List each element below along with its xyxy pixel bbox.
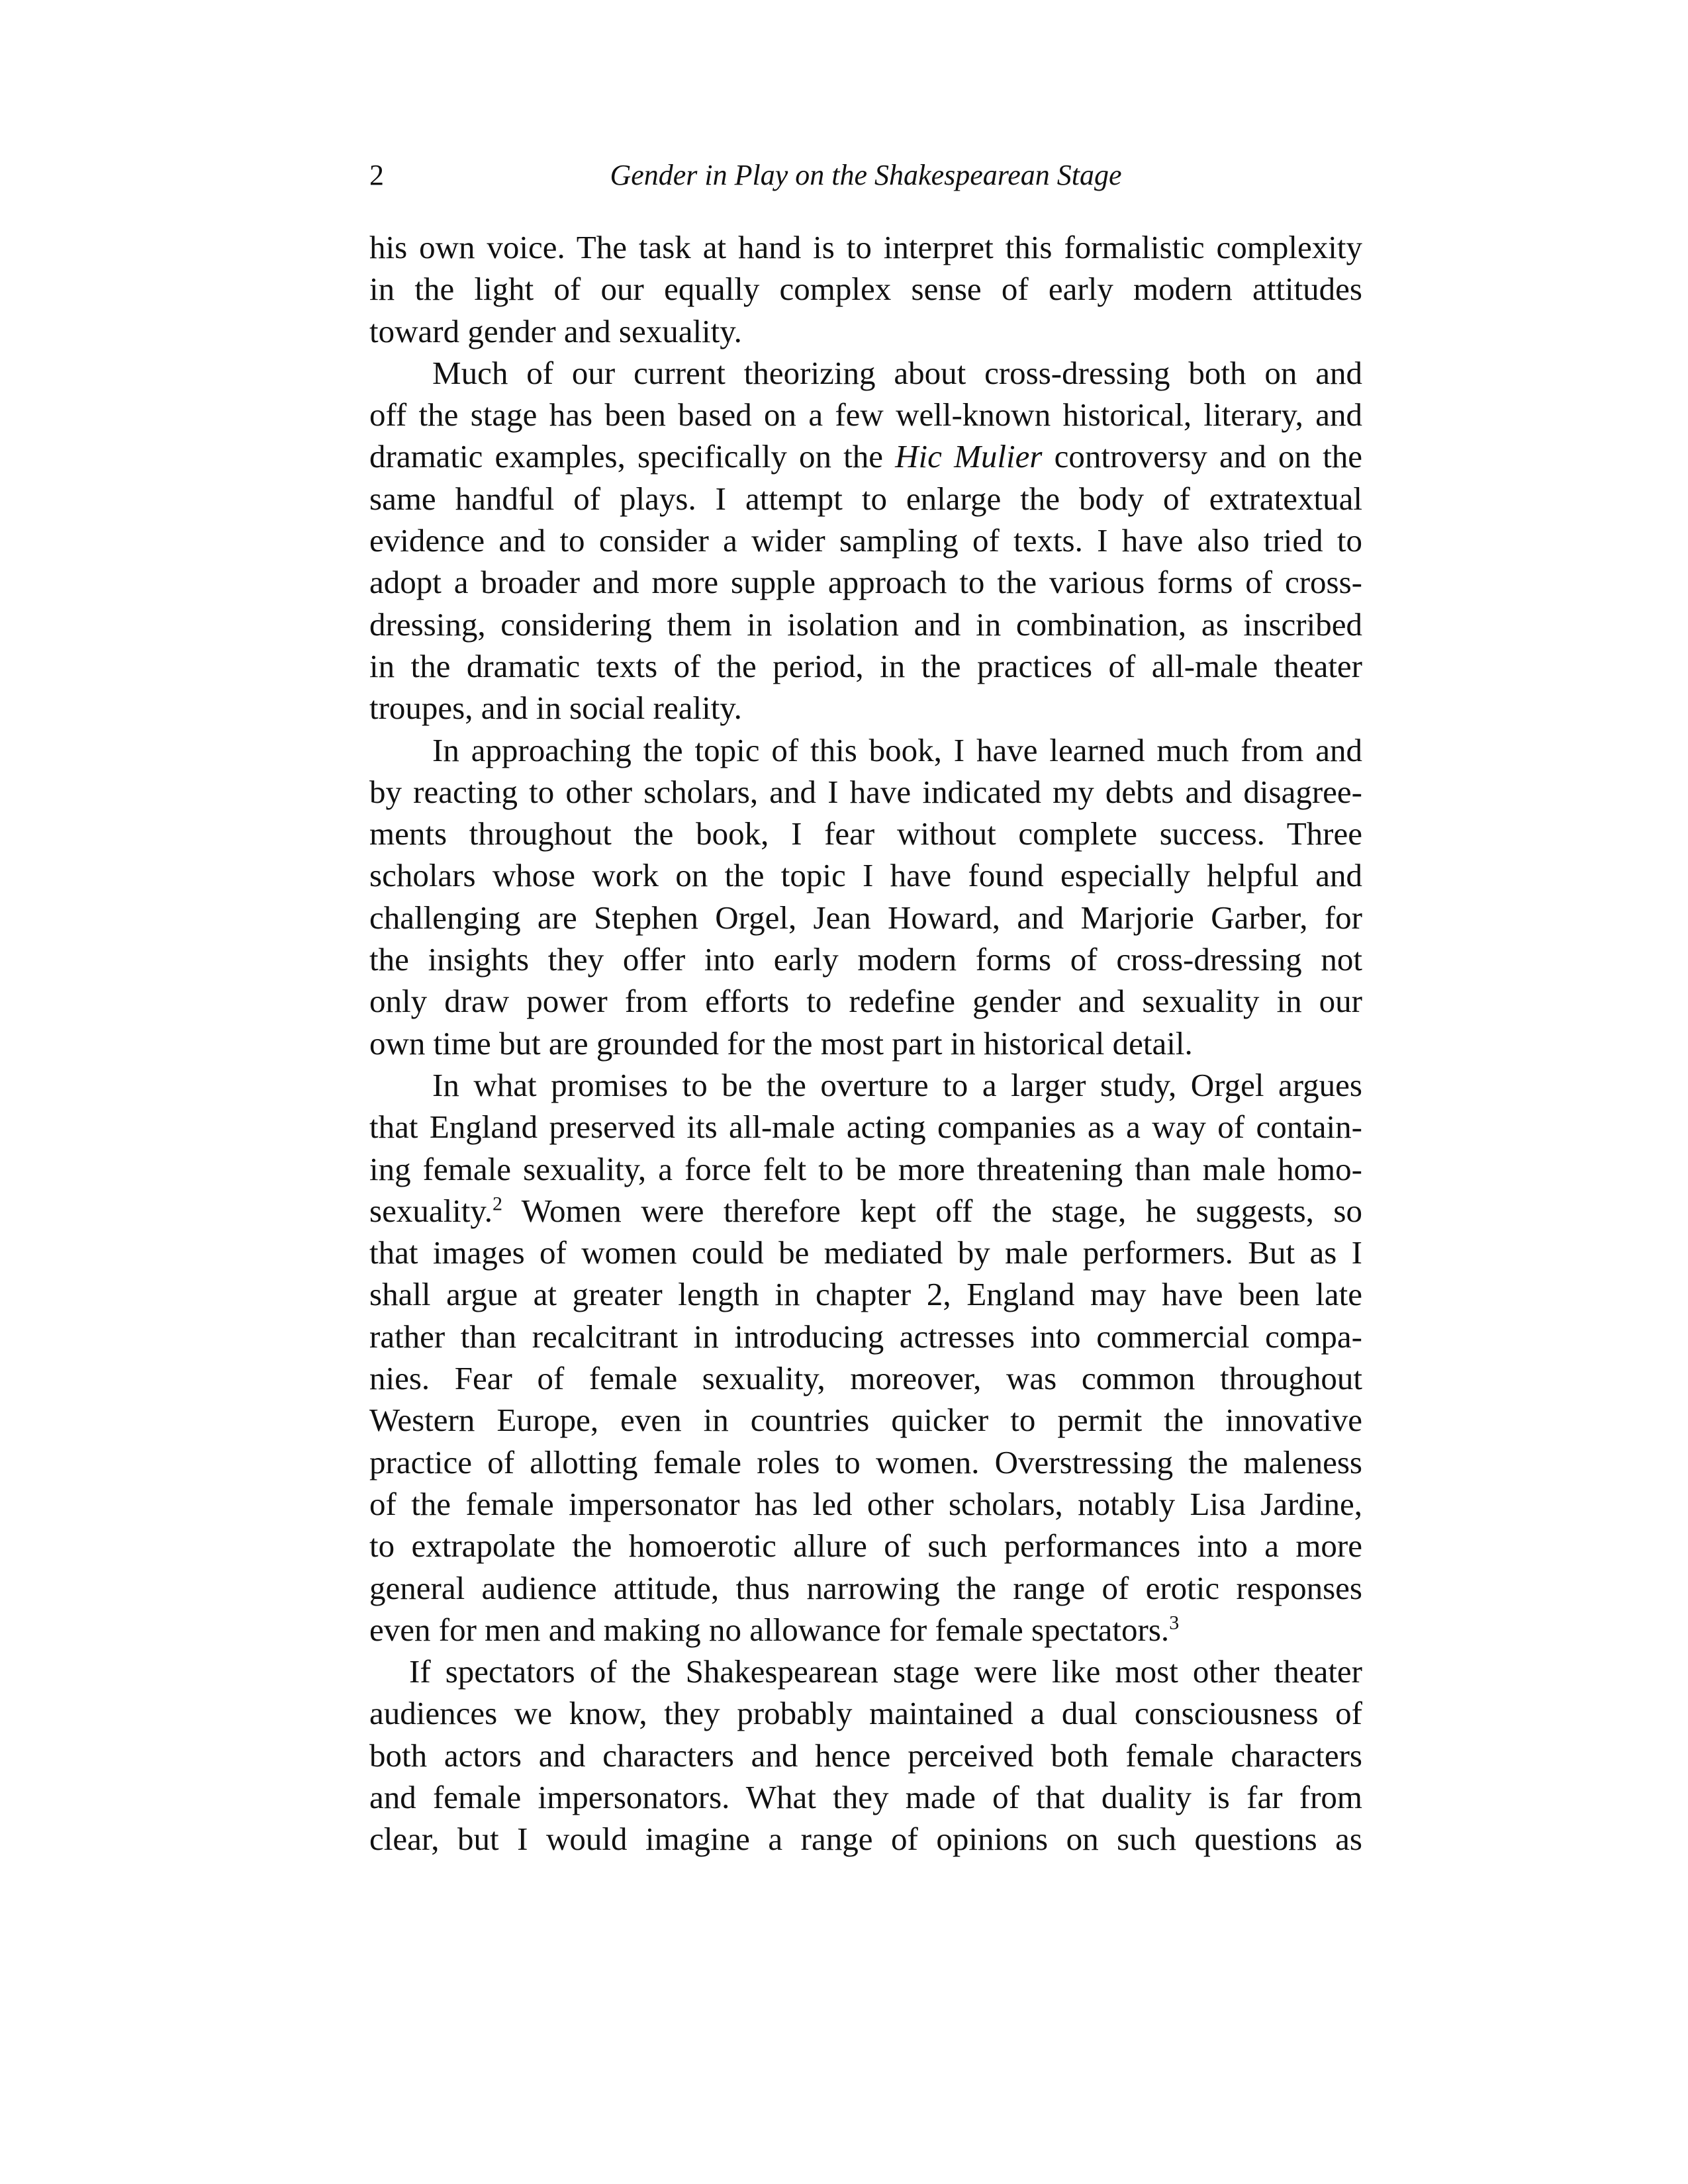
running-head xyxy=(369,152,1362,199)
text-line: shall argue at greater length in chapter 2, England may have been late xyxy=(369,1276,1362,1313)
text-line: evidence and to consider a wider sampling of texts. I have also tried to xyxy=(369,522,1362,559)
text-line: If spectators of the Shakespearean stage were like most other theater xyxy=(409,1653,1362,1690)
text-line: In what promises to be the overture to a larger study, Orgel argues xyxy=(432,1066,1362,1103)
paragraph-4 xyxy=(369,1064,1362,1651)
text-line: to extrapolate the homoerotic allure of such performances into a more xyxy=(369,1527,1362,1565)
text-segment: Women were therefore kept off the stage, he suggests, so xyxy=(502,1192,1362,1229)
text-line-with-italic xyxy=(369,435,1362,477)
paragraph-3 xyxy=(369,729,1362,1064)
text-line: toward gender and sexuality. xyxy=(369,312,742,349)
text-line: dressing, considering them in isolation and in combination, as inscribed xyxy=(369,606,1362,643)
text-line: and female impersonators. What they made of that duality is far from xyxy=(369,1778,1362,1815)
text-line: challenging are Stephen Orgel, Jean Howard, and Marjorie Garber, for xyxy=(369,899,1362,936)
text-line: that England preserved its all-male acting companies as a way of contain- xyxy=(369,1109,1362,1146)
italic-title: Hic Mulier xyxy=(895,438,1043,475)
text-line: the insights they offer into early modern forms of cross-dressing not xyxy=(369,941,1362,978)
text-line: by reacting to other scholars, and I have indicated my debts and disagree- xyxy=(369,773,1362,810)
text-segment: sexuality. xyxy=(369,1192,492,1229)
paragraph-1 xyxy=(369,226,1362,352)
text-line-with-footnote xyxy=(369,1609,1362,1651)
text-segment: dramatic examples, specifically on the xyxy=(369,438,896,475)
text-line: only draw power from efforts to redefine gender and sexuality in our xyxy=(369,983,1362,1020)
text-line: of the female impersonator has led other scholars, notably Lisa Jardine, xyxy=(369,1485,1362,1522)
text-line: that images of women could be mediated by male performers. But as I xyxy=(369,1234,1362,1271)
text-line: nies. Fear of female sexuality, moreover, was common throughout xyxy=(369,1360,1362,1397)
text-line: clear, but I would imagine a range of opinions on such questions as xyxy=(369,1821,1362,1858)
text-line: adopt a broader and more supple approach to the various forms of cross- xyxy=(369,564,1362,601)
text-segment: controversy and on the xyxy=(1042,438,1362,475)
text-line: rather than recalcitrant in introducing actresses into commercial compa- xyxy=(369,1318,1362,1355)
text-segment: even for men and making no allowance for female spectators. xyxy=(369,1611,1170,1648)
text-line: in the light of our equally complex sense of early modern attitudes xyxy=(369,271,1362,308)
text-line: scholars whose work on the topic I have found especially helpful and xyxy=(369,857,1362,894)
text-line: troupes, and in social reality. xyxy=(369,690,742,727)
footnote-ref-2[interactable]: 2 xyxy=(492,1193,502,1215)
text-line: Western Europe, even in countries quicker to permit the innovative xyxy=(369,1402,1362,1439)
text-line: general audience attitude, thus narrowing the range of erotic responses xyxy=(369,1569,1362,1606)
text-line: ing female sexuality, a force felt to be more threatening than male homo- xyxy=(369,1150,1362,1187)
text-line: ments throughout the book, I fear without complete success. Three xyxy=(369,815,1362,852)
paragraph-2 xyxy=(369,352,1362,729)
text-line: his own voice. The task at hand is to interpret this formalistic complexity xyxy=(369,229,1362,265)
text-line: Much of our current theorizing about cross-dressing both on and xyxy=(432,354,1362,391)
paragraph-5 xyxy=(369,1651,1362,1860)
text-line: both actors and characters and hence perceived both female characters xyxy=(369,1737,1362,1774)
text-line: off the stage has been based on a few well-known historical, literary, and xyxy=(369,396,1362,433)
running-title: Gender in Play on the Shakespearean Stage xyxy=(610,159,1122,191)
text-line: own time but are grounded for the most part in historical detail. xyxy=(369,1024,1193,1062)
text-line: in the dramatic texts of the period, in the practices of all-male theater xyxy=(369,647,1362,684)
body-text xyxy=(369,226,1362,1860)
footnote-ref-3[interactable]: 3 xyxy=(1169,1612,1180,1634)
text-line-with-footnote xyxy=(369,1190,1362,1232)
page-number: 2 xyxy=(369,159,384,191)
text-line: same handful of plays. I attempt to enlarge the body of extratextual xyxy=(369,480,1362,517)
text-line: audiences we know, they probably maintained a dual consciousness of xyxy=(369,1695,1362,1732)
text-line: practice of allotting female roles to women. Overstressing the maleness xyxy=(369,1443,1362,1480)
text-line: In approaching the topic of this book, I have learned much from and xyxy=(432,731,1362,768)
